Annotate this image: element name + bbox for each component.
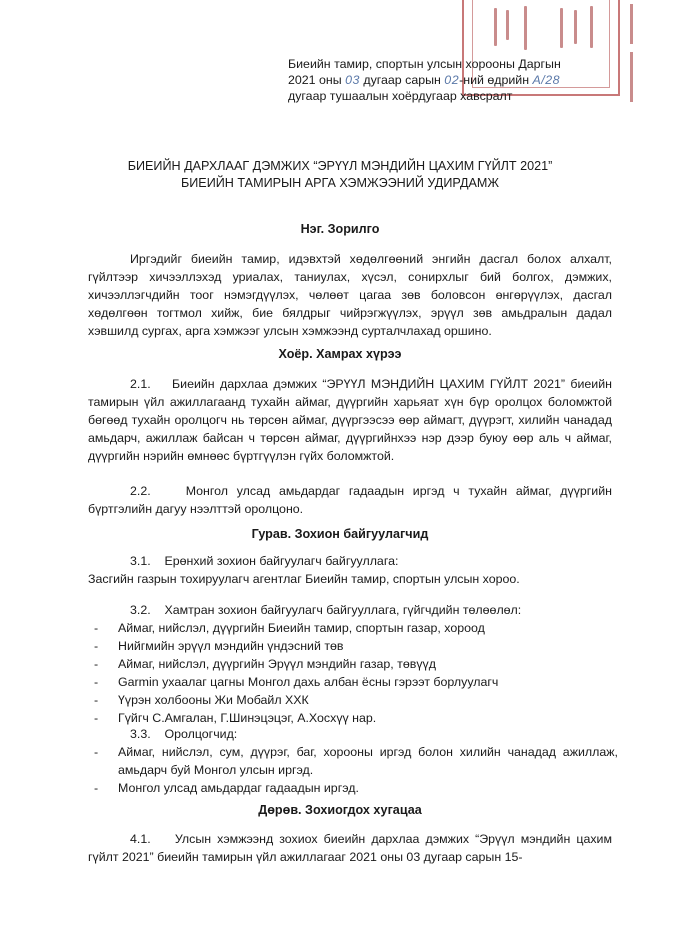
- stamp-script-mark: [494, 8, 497, 46]
- annex-note-line3: дугаар тушаалын хоёрдугаар хавсралт: [288, 89, 513, 103]
- list-item: - Нийгмийн эрүүл мэндийн үндэсний төв: [94, 639, 344, 653]
- section-3-item-3-3: 3.3. Оролцогчид:: [130, 727, 238, 741]
- handwritten-order-number: А/28: [532, 73, 560, 87]
- section-2-paragraph-1: 2.1. Биеийн дархлаа дэмжих “ЭРҮҮЛ МЭНДИЙН ЦАХИМ ГҮЙЛТ 2021” биеийн тамирын үйл ажиллагаанд тухайн аймаг, дүүргийн харьяат хүн бүр оролцох боломжтой бөгөөд тухайн оролцогч нь төрсөн аймаг, дүүргээсээ өөр аймагт, дүүрэгт, хилийн чанадад амьдарч, ажиллаж байсан ч төрсөн аймаг, дүүргийнхээ нэр дээр буюу өөр аль ч аймаг, дүүргийн нэрийн өмнөөс бүртгүүлэн гүйх боломжтой.: [88, 377, 612, 463]
- document-title-line1: БИЕИЙН ДАРХЛААГ ДЭМЖИХ “ЭРҮҮЛ МЭНДИЙН ЦАХИМ ГҮЙЛТ 2021”: [127, 159, 553, 173]
- list-item: - Үүрэн холбооны Жи Мобайл ХХК: [94, 693, 309, 707]
- section-1-paragraph: Иргэдийг биеийн тамир, идэвхтэй хөдөлгөөний энгийн дасгал болох алхалт, гүйлтээр хичээллэхэд уриалах, таниулах, хүсэл, сонирхлыг бий болгох, дэмжих, хичээллэгчдийн тоог нэмэгдүүлэх, чөлөөт цагаа зөв боловсон өнгөрүүлэх, дасгал хөдөлгөөн тогтмол хийж, бие бялдрыг чийрэгжүүлэх, эрүүл зөв амьдралын дадал хэвшилд сургах, арга хэмжээг улсын хэмжээнд сурталчлахад оршино.: [88, 252, 612, 338]
- list-item: - Аймаг, нийслэл, сум, дүүрэг, баг, хорооны иргэд болон хилийн чанадад ажиллаж, амьдарч буй Монгол улсын иргэд.: [94, 745, 618, 777]
- handwritten-month: 03: [345, 73, 360, 87]
- section-4-heading: Дөрөв. Зохиогдох хугацаа: [258, 803, 422, 817]
- list-item: - Аймаг, нийслэл, дүүргийн Эрүүл мэндийн газар, төвүүд: [94, 657, 436, 671]
- document-title: [60, 158, 620, 192]
- annex-note-line2: 2021 оны 03 дугаар сарын 02-ний өдрийн А/28: [288, 73, 560, 87]
- stamp-script-mark: [574, 10, 577, 44]
- section-2-heading: Хоёр. Хамрах хүрээ: [278, 347, 402, 361]
- list-item: - Аймаг, нийслэл, дүүргийн Биеийн тамир, спортын газар, хороод: [94, 621, 485, 635]
- co-organizers-list: [88, 619, 618, 727]
- section-1-heading: Нэг. Зорилго: [300, 222, 380, 236]
- section-3-item-3-1: 3.1. Ерөнхий зохион байгуулагч байгууллага:: [130, 554, 399, 568]
- document-title-line2: БИЕИЙН ТАМИРЫН АРГА ХЭМЖЭЭНИЙ УДИРДАМЖ: [180, 176, 499, 190]
- list-item: - Гүйгч С.Амгалан, Г.Шинэцэцэг, А.Хосхүү нар.: [94, 711, 377, 725]
- handwritten-day: 02: [444, 73, 460, 87]
- stamp-script-mark: [560, 8, 563, 48]
- annex-note: [288, 56, 618, 104]
- stamp-side-script: [624, 4, 640, 114]
- section-4-paragraph-1: 4.1. Улсын хэмжээнд зохиох биеийн дархлаа дэмжих “Эрүүл мэндийн цахим гүйлт 2021” биеийн тамирын үйл ажиллагааг 2021 оны 03 дугаар сарын 15-: [88, 832, 612, 864]
- stamp-script-mark: [524, 6, 527, 50]
- section-3-main-organizer: Засгийн газрын тохируулагч агентлаг Биеийн тамир, спортын улсын хороо.: [88, 572, 520, 586]
- list-item: - Монгол улсад амьдардаг гадаадын иргэд.: [94, 781, 359, 795]
- section-3-item-3-2: 3.2. Хамтран зохион байгуулагч байгууллага, гүйгчдийн төлөөлөл:: [130, 603, 522, 617]
- participants-list: [88, 743, 618, 797]
- annex-note-line1: Биеийн тамир, спортын улсын хорооны Даргын: [288, 57, 561, 71]
- section-3-heading: Гурав. Зохион байгуулагчид: [251, 527, 429, 541]
- list-item: - Garmin ухаалаг цагны Монгол дахь албан ёсны гэрээт борлуулагч: [94, 675, 499, 689]
- stamp-script-mark: [506, 10, 509, 40]
- section-2-paragraph-2: 2.2. Монгол улсад амьдардаг гадаадын иргэд ч тухайн аймаг, дүүргийн бүртгэлийн дагуу нээлттэй оролцоно.: [88, 484, 612, 516]
- stamp-script-mark: [590, 6, 593, 48]
